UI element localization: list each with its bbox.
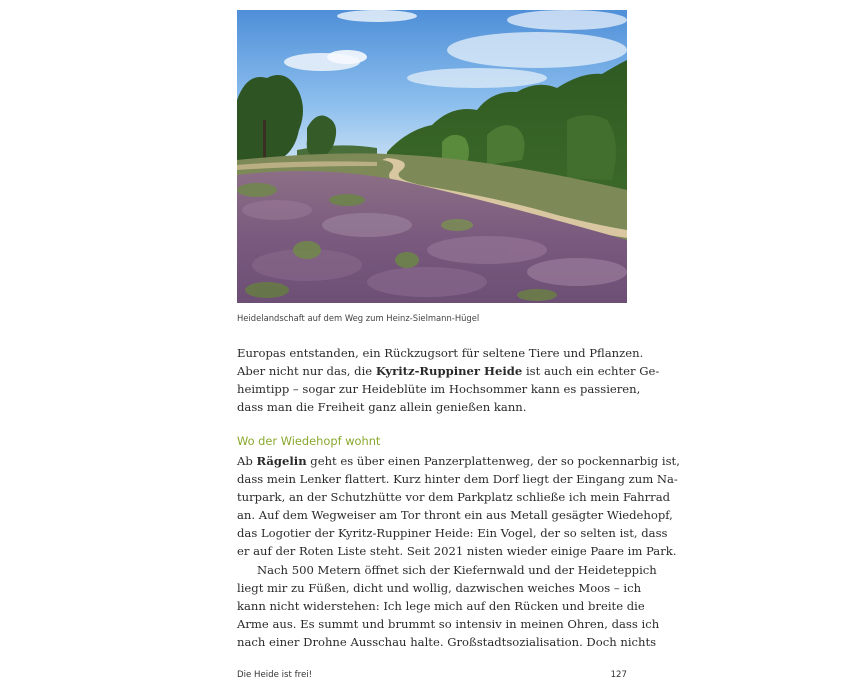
text-run: Arme aus. Es summt und brummt so intensiv in meinen Ohren, dass ich [237,616,660,631]
text-run: ist auch ein echter Ge- [522,364,660,379]
text-line [237,380,641,398]
text-line [237,615,660,633]
text-run: er auf der Roten Liste steht. Seit 2021 nisten wieder einige Paare im Park. [237,544,677,559]
text-line [237,561,657,579]
text-run: das Logotier der Kyritz-Ruppiner Heide: Ein Vogel, der so selten ist, dass [237,526,668,541]
text-run: kann nicht widerstehen: Ich lege mich auf den Rücken und breite die [237,598,645,613]
text-run: Europas entstanden, ein Rückzugsort für seltene Tiere und Pflanzen. [237,346,644,360]
text-run: Aber nicht nur das, die [237,364,376,379]
text-line [237,633,657,651]
text-line [237,506,673,524]
text-line [237,488,671,506]
text-run: dass man die Freiheit ganz allein genießen kann. [237,400,527,415]
text-run: an. Auf dem Wegweiser am Tor thront ein aus Metall gesägter Wiedehopf, [237,508,673,523]
section-heading: Wo der Wiedehopf wohnt [237,434,381,448]
text-run: Nach 500 Metern öffnet sich der Kiefernwald und der Heideteppich [257,562,657,577]
bold-place-name: Kyritz-Ruppiner Heide [375,364,523,379]
text-run: nach einer Drohne Ausschau halte. Großstadtsozialisation. Doch nichts [237,634,657,649]
text-run: Ab [237,454,257,468]
text-line [237,597,645,615]
text-line [237,344,644,362]
text-line [237,398,627,416]
text-line [237,362,660,380]
text-line [237,452,680,470]
text-line [237,524,668,542]
heathland-photo-illustration [237,10,627,303]
text-run: liegt mir zu Füßen, dicht und wollig, dazwischen weiches Moos – ich [237,580,642,595]
text-run: heimtipp – sogar zur Heideblüte im Hochsommer kann es passieren, [237,382,641,397]
text-line [237,579,642,597]
text-run: geht es über einen Panzerplattenweg, der so pockennarbig ist, [306,454,680,468]
text-line [237,470,678,488]
paragraph-wiedehopf [237,452,680,651]
bold-place-name: Rägelin [256,454,307,468]
page-number: 127 [610,670,627,680]
running-footer-title: Die Heide ist frei! [237,670,313,680]
text-run: dass mein Lenker flattert. Kurz hinter dem Dorf liegt der Eingang zum Na- [237,472,678,487]
heathland-photo [237,10,627,303]
paragraph-intro [237,344,660,416]
image-caption: Heidelandschaft auf dem Weg zum Heinz-Sielmann-Hügel [237,313,480,323]
text-line [237,542,677,560]
text-run: turpark, an der Schutzhütte vor dem Parkplatz schließe ich mein Fahrrad [237,490,671,505]
